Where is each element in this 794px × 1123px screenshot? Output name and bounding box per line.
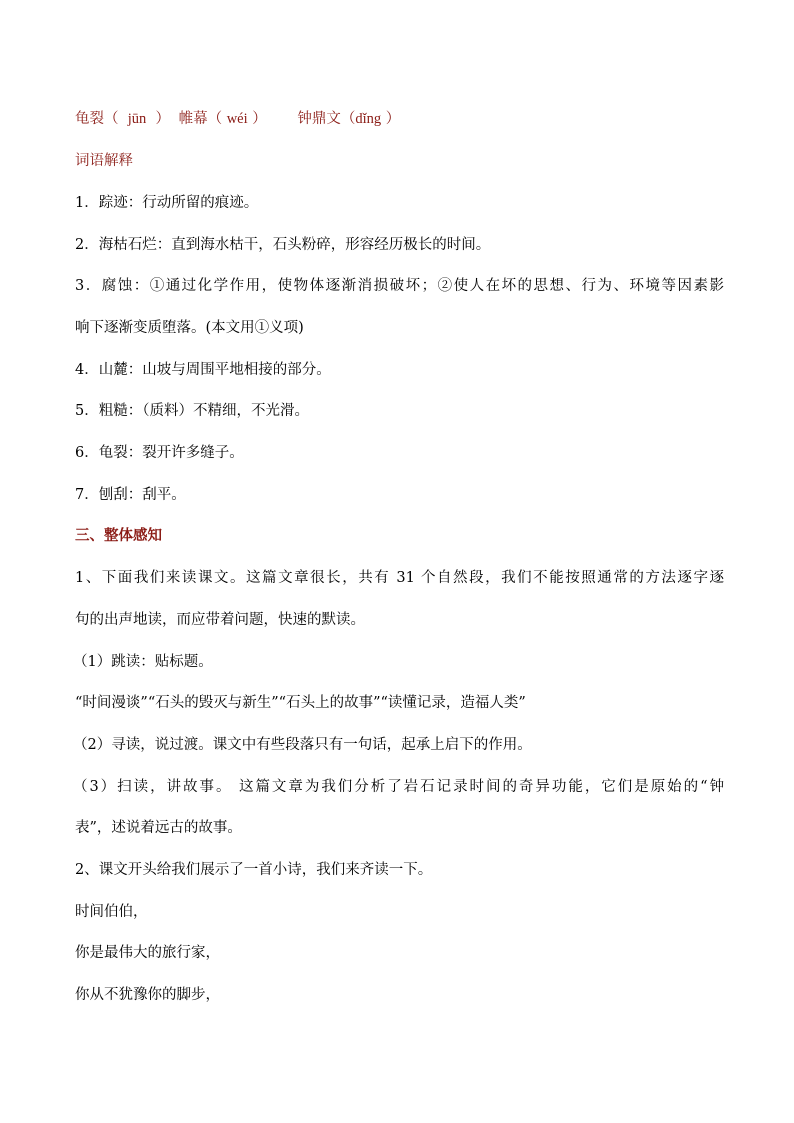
vocab-item: 6．龟裂：裂开许多缝子。 — [75, 445, 244, 461]
pinyin-item-3 — [297, 109, 400, 129]
poem-line: 时间伯伯， — [75, 904, 148, 920]
paragraph-line: （2）寻读，说过渡。课文中有些段落只有一句话，起承上启下的作用。 — [73, 737, 532, 753]
section-heading: 三、整体感知 — [75, 528, 162, 544]
bracket-open: （ — [207, 111, 223, 127]
pinyin-word: 龟裂 — [75, 111, 104, 127]
bracket-open: （ — [104, 111, 119, 127]
pinyin-item-2 — [179, 109, 267, 129]
bracket-open: （ — [340, 111, 356, 127]
bracket-close: ） — [252, 111, 267, 127]
paragraph-line: 表”，述说着远古的故事。 — [75, 820, 242, 836]
poem-line: 你从不犹豫你的脚步， — [75, 987, 220, 1003]
pinyin-item-1 — [75, 109, 170, 129]
vocab-heading: 词语解释 — [75, 153, 133, 169]
paragraph-line: 句的出声地读，而应带着问题，快速的默读。 — [75, 612, 365, 628]
pinyin-value: dǐng — [355, 111, 382, 127]
pinyin-word: 钟鼎文 — [297, 111, 341, 127]
vocab-item: 3．腐蚀：①通过化学作用，使物体逐渐消损破坏；②使人在坏的思想、行为、环境等因素影 — [75, 278, 724, 294]
paragraph-line: （3）扫读，讲故事。 这篇文章为我们分析了岩石记录时间的奇异功能，它们是原始的“钟 — [73, 779, 724, 795]
vocab-item: 5．粗糙：（质料）不精细，不光滑。 — [75, 403, 309, 419]
bracket-close: ） — [155, 111, 170, 127]
poem-line: 你是最伟大的旅行家， — [75, 945, 220, 961]
paragraph-line: “时间漫谈”“石头的毁灭与新生”“石头上的故事”“读懂记录，造福人类” — [75, 695, 526, 711]
vocab-item: 1．踪迹：行动所留的痕迹。 — [75, 195, 259, 211]
vocab-item: 2．海枯石烂：直到海水枯干，石头粉碎，形容经历极长的时间。 — [75, 237, 491, 253]
pinyin-line — [75, 109, 724, 129]
paragraph-line: 1、下面我们来读课文。这篇文章很长，共有 31 个自然段，我们不能按照通常的方法逐字逐 — [75, 570, 724, 586]
vocab-item: 4．山麓：山坡与周围平地相接的部分。 — [75, 362, 331, 378]
pinyin-value: wéi — [226, 111, 248, 127]
paragraph-line: 2、课文开头给我们展示了一首小诗，我们来齐读一下。 — [75, 862, 433, 878]
pinyin-value: jūn — [127, 111, 147, 127]
pinyin-word: 帷幕 — [178, 111, 208, 127]
bracket-close: ） — [385, 111, 401, 127]
paragraph-line: （1）跳读：贴标题。 — [73, 654, 213, 670]
vocab-item: 7．刨刮：刮平。 — [75, 487, 186, 503]
vocab-item-continued: 响下逐渐变质堕落。(本文用①义项) — [75, 320, 304, 336]
